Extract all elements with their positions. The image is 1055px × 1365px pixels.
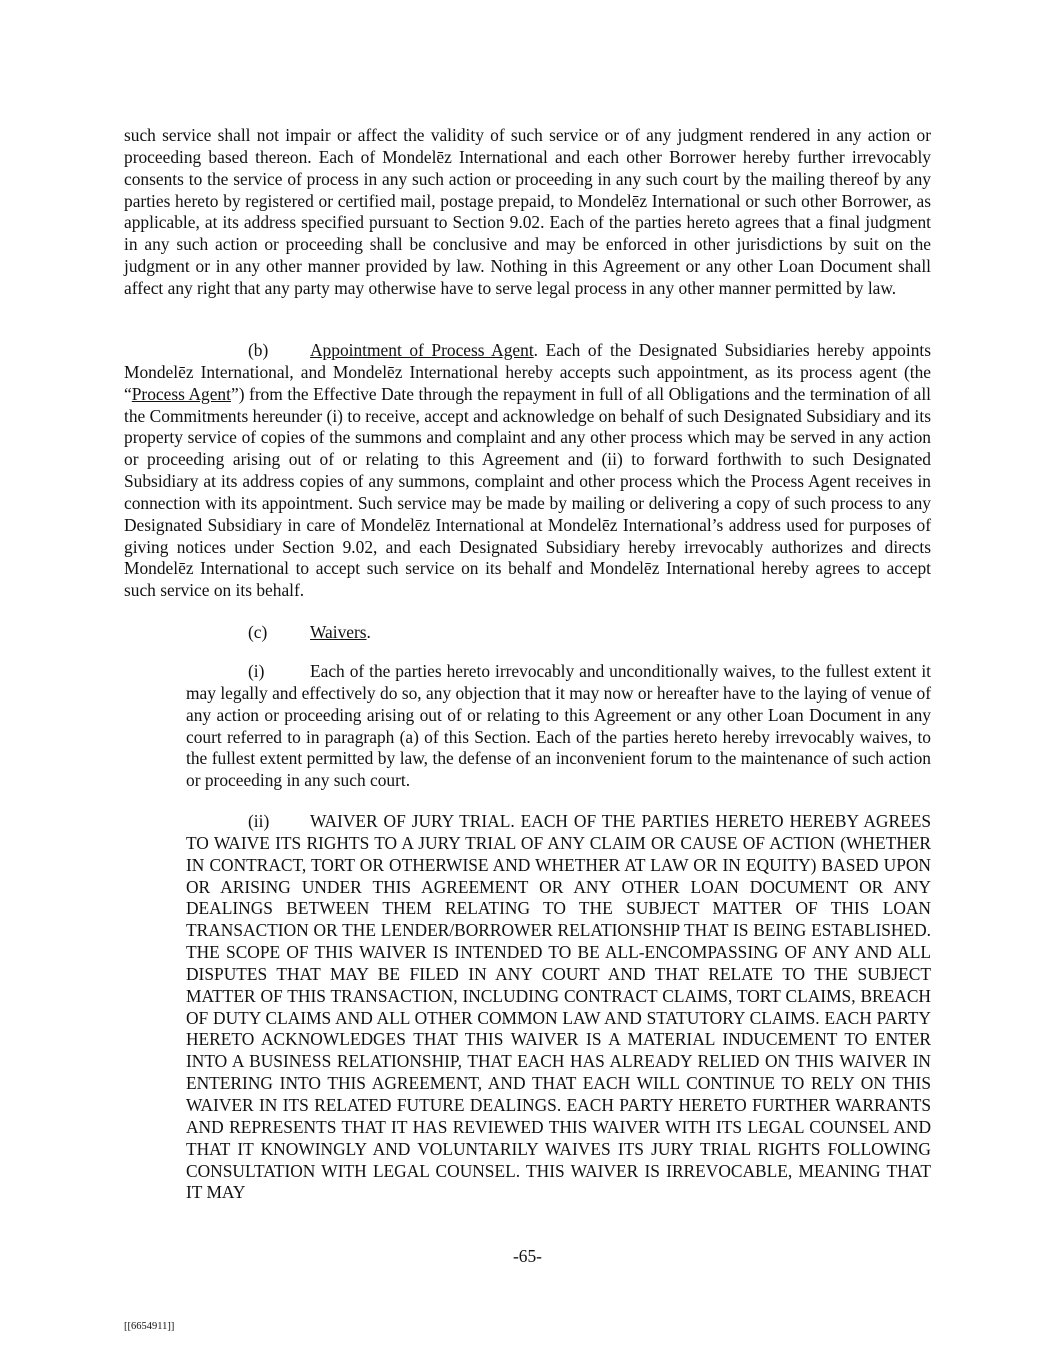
paragraph-c-ii-text: WAIVER OF JURY TRIAL. EACH OF THE PARTIES HERETO HEREBY AGREES TO WAIVE ITS RIGHTS TO A JURY TRIAL OF ANY CLAIM OR CAUSE OF ACTION (WHETHER IN CONTRACT, TORT OR OTHERWISE AND WHETHER AT LAW OR IN EQUITY) BASED UPON OR ARISING UNDER THIS AGREEMENT OR ANY OTHER LOAN DOCUMENT OR ANY DEALINGS BETWEEN THEM RELATING TO THE SUBJECT MATTER OF THIS LOAN TRANSACTION OR THE LENDER/BORROWER RELATIONSHIP THAT IS BEING ESTABLISHED. THE SCOPE OF THIS WAIVER IS INTENDED TO BE ALL-ENCOMPASSING OF ANY AND ALL DISPUTES THAT MAY BE FILED IN ANY COURT AND THAT RELATE TO THE SUBJECT MATTER OF THIS TRANSACTION, INCLUDING CONTRACT CLAIMS, TORT CLAIMS, BREACH OF DUTY CLAIMS AND ALL OTHER COMMON LAW AND STATUTORY CLAIMS. EACH PARTY HERETO ACKNOWLEDGES THAT THIS WAIVER IS A MATERIAL INDUCEMENT TO ENTER INTO A BUSINESS RELATIONSHIP, THAT EACH HAS ALREADY RELIED ON THIS WAIVER IN ENTERING INTO THIS AGREEMENT, AND THAT EACH WILL CONTINUE TO RELY ON THIS WAIVER IN ITS RELATED FUTURE DEALINGS. EACH PARTY HERETO FURTHER WARRANTS AND REPRESENTS THAT IT HAS REVIEWED THIS WAIVER WITH ITS LEGAL COUNSEL AND THAT IT KNOWINGLY AND VOLUNTARILY WAIVES ITS JURY TRIAL RIGHTS FOLLOWING CONSULTATION WITH LEGAL COUNSEL. THIS WAIVER IS IRREVOCABLE, MEANING THAT IT MAY [186, 811, 931, 1203]
defined-term-process-agent: Process Agent [131, 383, 231, 404]
paragraph-c-i-text: Each of the parties hereto irrevocably and unconditionally waives, to the fullest extent it may legally and effectively do so, any objection that it may now or hereafter have to the laying of venue of any action or proceeding arising out of or relating to this Agreement or any other Loan Document in any court referred to in paragraph (a) of this Section. Each of the parties hereto hereby irrevocably waives, to the fullest extent permitted by law, the defense of an inconvenient forum to the maintenance of such action or proceeding in any such court. [186, 661, 931, 791]
paragraph-b-marker: (b) [248, 340, 269, 360]
page-number: -65- [513, 1246, 542, 1266]
paragraph-b [124, 340, 931, 602]
paragraph-c-i-marker: (i) [248, 661, 265, 681]
paragraph-a-continued: such service shall not impair or affect the validity of such service or of any judgment rendered in any action or proceeding based thereon. Each of Mondelēz International and each other Borrower hereby further irrevocably consents to the service of process in any such action or proceeding in any such court by the mailing thereof by any parties hereto by registered or certified mail, postage prepaid, to Mondelēz International or such other Borrower, as applicable, at its address specified pursuant to Section 9.02. Each of the parties hereto agrees that a final judgment in any such action or proceeding shall be conclusive and may be enforced in other jurisdictions by suit on the judgment or in any other manner provided by law. Nothing in this Agreement or any other Loan Document shall affect any right that any party may otherwise have to serve legal process in any other manner permitted by law. [124, 125, 931, 298]
paragraph-c-i [186, 661, 931, 792]
paragraph-b-text-1: . Each of the Designated Subsidiaries hereby appoints Mondelēz International, and Mondelēz International hereby accepts such appointment, as its process agent (the “ [124, 340, 931, 404]
paragraph-c-ii-marker: (ii) [248, 811, 270, 831]
paragraph-c-ii [186, 811, 931, 1204]
paragraph-b-heading: Appointment of Process Agent [310, 340, 534, 360]
paragraph-c-heading-line [248, 622, 371, 644]
paragraph-c-heading: Waivers [310, 622, 367, 642]
document-id: [[6654911]] [124, 1321, 175, 1332]
paragraph-c-marker: (c) [248, 622, 268, 642]
paragraph-b-text-2: ”) from the Effective Date through the repayment in full of all Obligations and the termination of all the Commitments hereunder (i) to receive, accept and acknowledge on behalf of such Designated Subsidiary and its property service of copies of the summons and complaint and any other process which may be served in any action or proceeding arising out of or relating to this Agreement and (ii) to forward forthwith to such Designated Subsidiary at its address copies of any summons, complaint and other process which the Process Agent receives in connection with its appointment. Such service may be made by mailing or delivering a copy of such process to any Designated Subsidiary in care of Mondelēz International at Mondelēz International’s address used for purposes of giving notices under Section 9.02, and each Designated Subsidiary hereby irrevocably authorizes and directs Mondelēz International to accept such service on its behalf and Mondelēz International hereby agrees to accept such service on its behalf. [124, 383, 931, 601]
paragraph-c-period: . [366, 622, 371, 642]
